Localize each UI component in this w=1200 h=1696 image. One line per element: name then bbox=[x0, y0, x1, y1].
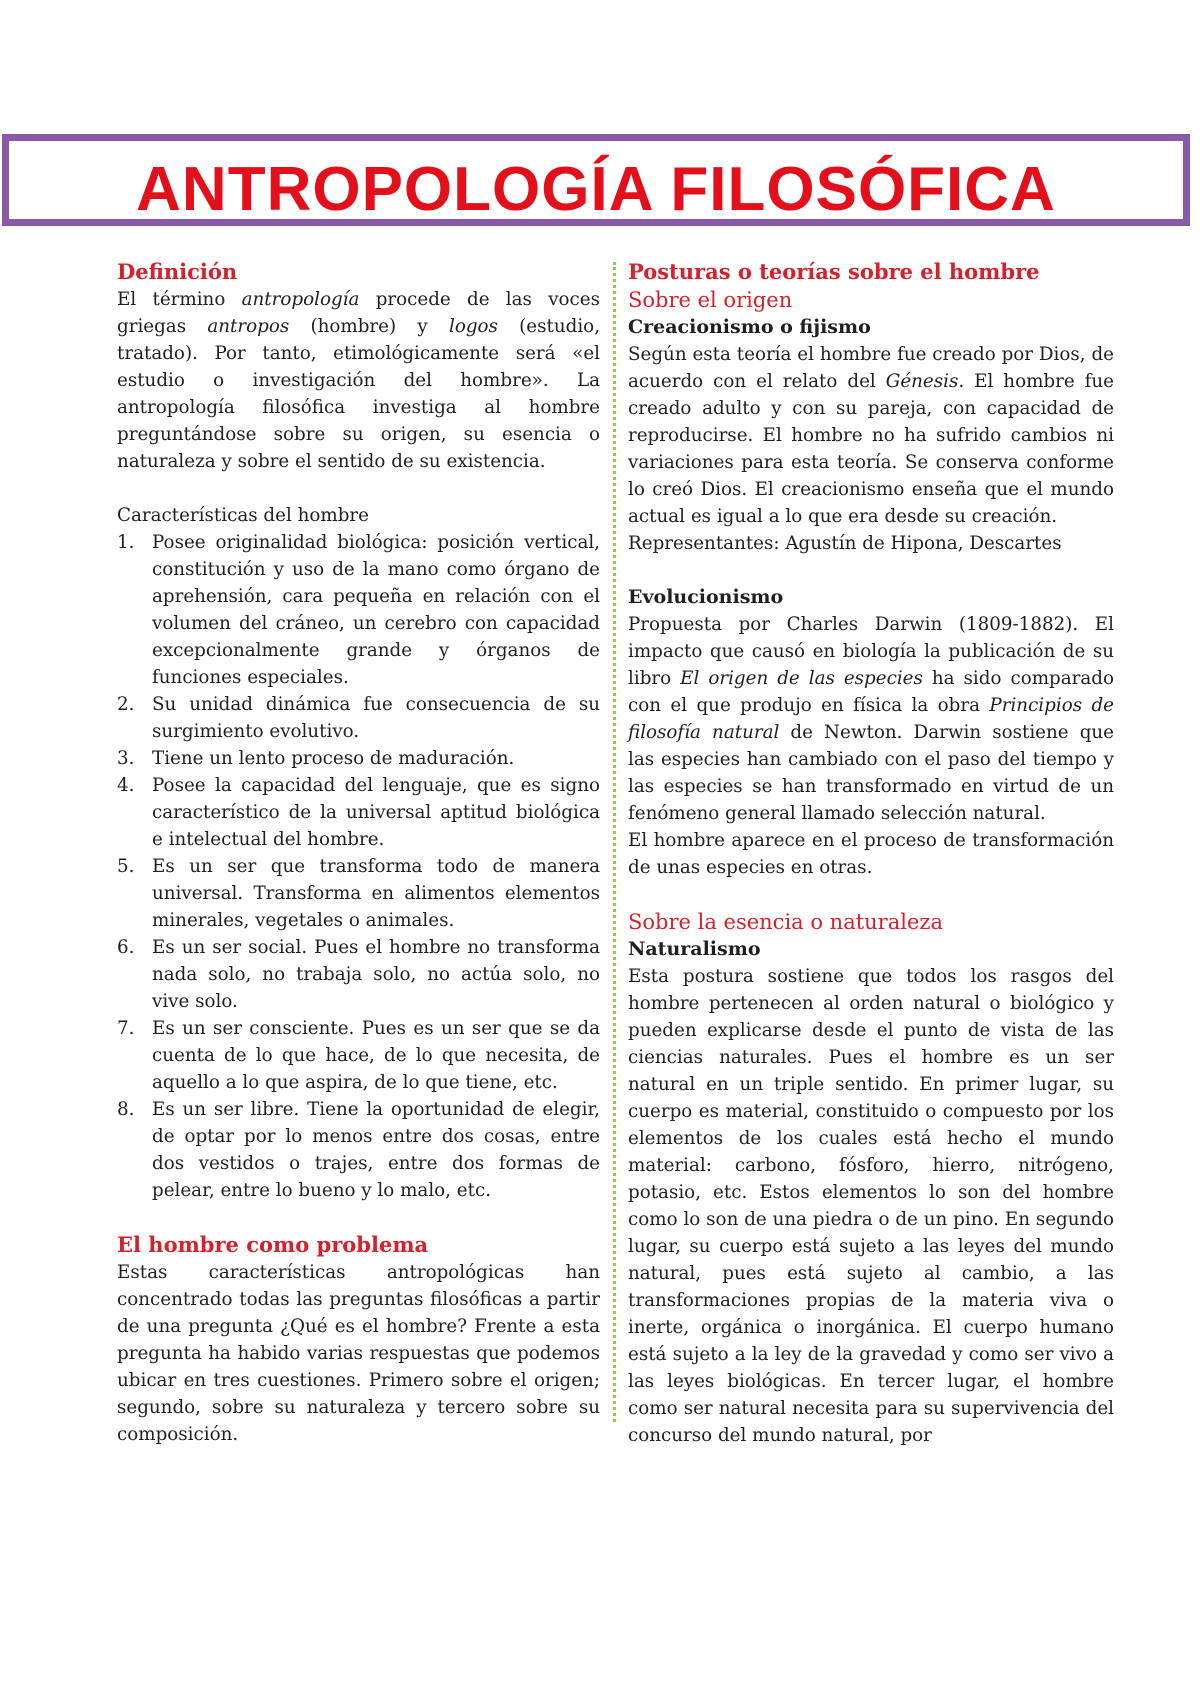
list-item: 2. Su unidad dinámica fue consecuencia de su surgimiento evolutivo. bbox=[117, 694, 600, 742]
evolucionismo-paragraph: Propuesta por Charles Darwin (1809-1882). El impacto que causó en biología la publicación de su libro El origen de las especies ha sido comparado con el que produjo en física la obra Principios de filosofía natural de Newton. Darwin sostiene que las especies han cambiado con el paso del tiempo y las especies se han transformado en virtud de un fenómeno general llamado selección natural. bbox=[628, 614, 1115, 824]
esencia-heading: Sobre la esencia o naturaleza bbox=[628, 910, 943, 934]
naturalismo-heading: Naturalismo bbox=[628, 938, 761, 960]
list-item: 8. Es un ser libre. Tiene la oportunidad de elegir, de optar por lo menos entre dos cosas, entre dos vestidos o trajes, entre dos formas de pelear, entre lo bueno y lo malo, etc. bbox=[117, 1099, 600, 1201]
representantes-text: Representantes: Agustín de Hipona, Descartes bbox=[628, 533, 1062, 554]
definicion-paragraph: El término antropología procede de las voces griegas antropos (hombre) y logos (estudio, tratado). Por tanto, etimológicamente será «el estudio o investigación del hombre». La antropología filosófica investiga al hombre preguntándose sobre su origen, su esencia o naturaleza y sobre el sentido de su existencia. bbox=[117, 289, 600, 472]
list-item: 6. Es un ser social. Pues el hombre no transforma nada solo, no trabaja solo, no actúa solo, no vive solo. bbox=[117, 937, 600, 1012]
posturas-heading: Posturas o teorías sobre el hombre bbox=[628, 259, 1040, 284]
list-item: 7. Es un ser consciente. Pues es un ser que se da cuenta de lo que hace, de lo que necesita, de aquello a lo que aspira, de lo que tiene, etc. bbox=[117, 1018, 600, 1093]
creacionismo-paragraph: Según esta teoría el hombre fue creado por Dios, de acuerdo con el relato del Génesis. El hombre fue creado adulto y con su pareja, con capacidad de reproducirse. El hombre no ha sufrido cambios ni variaciones para esta teoría. Se conserva conforme lo creó Dios. El creacionismo enseña que el mundo actual es igual a lo que era desde su creación. bbox=[628, 344, 1114, 527]
column-divider bbox=[613, 262, 616, 1422]
definicion-heading: Definición bbox=[117, 259, 238, 284]
caracteristicas-list bbox=[117, 529, 600, 1204]
evolucionismo-heading: Evolucionismo bbox=[628, 586, 784, 608]
list-item: 5. Es un ser que transforma todo de manera universal. Transforma en alimentos elementos minerales, vegetales o animales. bbox=[117, 856, 600, 931]
evolucionismo-paragraph-2: El hombre aparece en el proceso de transformación de unas especies en otras. bbox=[628, 830, 1114, 878]
problema-heading: El hombre como problema bbox=[117, 1232, 429, 1257]
page-title: ANTROPOLOGÍA FILOSÓFICA bbox=[136, 155, 1056, 224]
right-column bbox=[628, 258, 1114, 1449]
list-item: 1. Posee originalidad biológica: posición vertical, constitución y uso de la mano como órgano de aprehensión, cara pequeña en relación con el volumen del cráneo, un cerebro con capacidad excepcionalmente grande y órganos de funciones especiales. bbox=[117, 532, 600, 688]
title-box bbox=[2, 134, 1190, 226]
problema-paragraph: Estas características antropológicas han concentrado todas las preguntas filosóficas a partir de una pregunta ¿Qué es el hombre? Frente a esta pregunta ha habido varias respuestas que podemos ubicar en tres cuestiones. Primero sobre el origen; segundo, sobre su naturaleza y tercero sobre su composición. bbox=[117, 1262, 600, 1445]
list-item: 3. Tiene un lento proceso de maduración. bbox=[117, 748, 515, 769]
list-item: 4. Posee la capacidad del lenguaje, que es signo característico de la universal aptitud biológica e intelectual del hombre. bbox=[117, 775, 600, 850]
caracteristicas-heading: Características del hombre bbox=[117, 505, 369, 526]
naturalismo-paragraph: Esta postura sostiene que todos los rasgos del hombre pertenecen al orden natural o biológico y pueden explicarse desde el punto de vista de las ciencias naturales. Pues el hombre es un ser natural en un triple sentido. En primer lugar, su cuerpo es material, constituido o compuesto por los elementos de los cuales está hecho el mundo material: carbono, fósforo, hierro, nitrógeno, potasio, etc. Estos elementos lo son del hombre como lo son de una piedra o de un pino. En segundo lugar, su cuerpo está sujeto a las leyes del mundo natural, pues está sujeto al cambio, a las transformaciones propias de la materia viva o inerte, orgánica o inorgánica. El cuerpo humano está sujeto a la ley de la gravedad y como ser vivo a las leyes biológicas. En tercer lugar, el hombre como ser natural necesita para su supervivencia del concurso del mundo natural, por bbox=[628, 966, 1114, 1446]
origen-heading: Sobre el origen bbox=[628, 288, 793, 312]
creacionismo-heading: Creacionismo o fijismo bbox=[628, 316, 871, 338]
left-column bbox=[117, 258, 600, 1448]
